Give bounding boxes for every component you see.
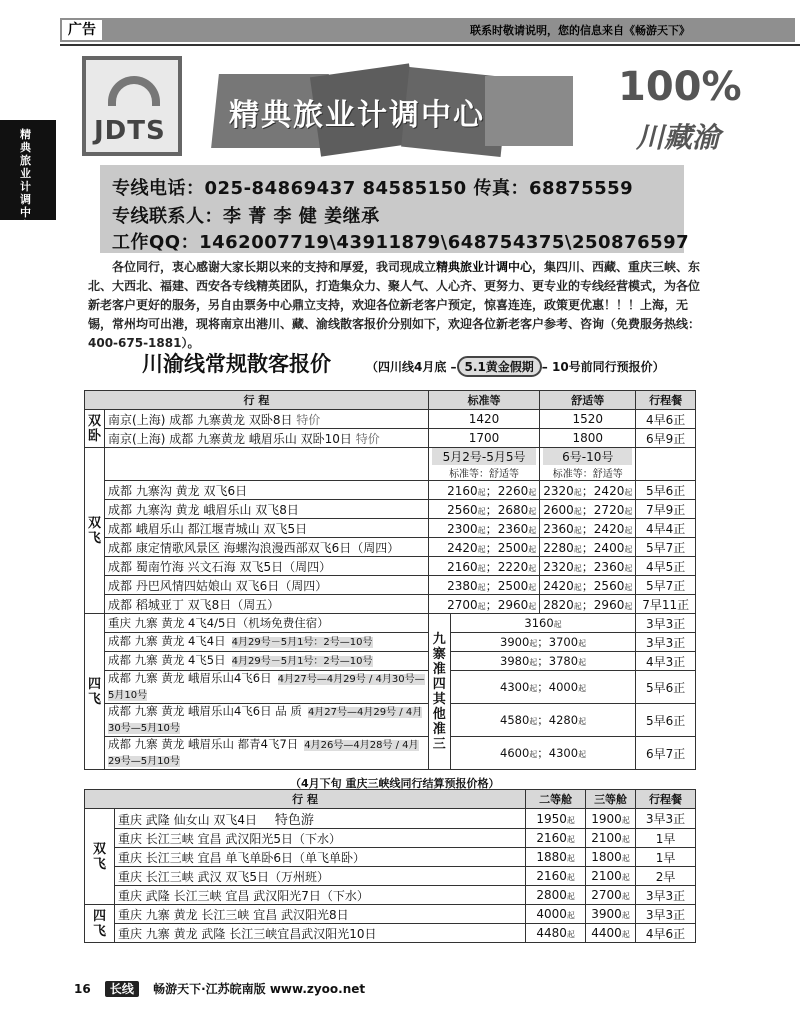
price-table-sichuan — [84, 390, 696, 770]
route-cell: 成都 九寨 黄龙 峨眉乐山4飞6日 4月27号—4月29号 / 4月30号—5月10号 — [105, 671, 429, 704]
price-comfort: 1800 — [540, 429, 636, 448]
meal-cell: 5早7正 — [636, 576, 696, 595]
table-row — [85, 905, 696, 924]
source-note: 联系时敬请说明，您的信息来自《畅游天下》 — [470, 24, 690, 37]
table-row — [85, 557, 696, 576]
price-second: 2160起 — [526, 829, 586, 848]
group-label-fly: 双飞 — [85, 809, 115, 905]
route-cell: 成都 九寨 黄龙 4飞4日 4月29号－5月1号：2号—10号 — [105, 633, 429, 652]
price-second: 2160起 — [526, 867, 586, 886]
route-cell: 成都 九寨 黄龙 4飞5日 4月29号－5月1号：2号—10号 — [105, 652, 429, 671]
meal-cell: 3早3正 — [636, 633, 696, 652]
price-std: 2560起；2680起 — [428, 500, 539, 519]
price-second: 1950起 — [526, 809, 586, 829]
contact-persons: 专线联系人：李 菁 李 健 姜继承 — [112, 206, 380, 227]
table-row — [85, 410, 696, 429]
table-header-row: 行 程 标准等 舒适等 行程餐 — [85, 391, 696, 410]
section1-note: （四川线4月底 – 5.1黄金假期 – 10号前同行预报价） — [366, 356, 665, 377]
route-cell: 成都 峨眉乐山 都江堰青城山 双飞5日 — [105, 519, 429, 538]
four-side-note: 九寨准四其他准三 — [428, 614, 450, 770]
price-std: 2420起；2500起 — [428, 538, 539, 557]
route-cell: 成都 九寨 黄龙 峨眉乐山 都青4飞7日 4月26号—4月28号 / 4月29号—5月10号 — [105, 737, 429, 770]
route-cell: 重庆 长江三峡 武汉 双飞5日（万州班） — [114, 867, 525, 886]
table-row — [85, 704, 696, 737]
meal-cell: 4早4正 — [636, 519, 696, 538]
meal-cell: 3早3正 — [636, 886, 696, 905]
route-cell: 南京(上海) 成都 九寨黄龙 双卧8日 特价 — [105, 410, 429, 429]
price-comfort: 2320起；2360起 — [540, 557, 636, 576]
table-row — [85, 829, 696, 848]
percent-badge: 100% — [618, 64, 742, 110]
group-label-four: 四飞 — [85, 614, 105, 770]
meal-cell: 4早6正 — [636, 410, 696, 429]
price-comfort: 2420起；2560起 — [540, 576, 636, 595]
contact-qq: 工作QQ：1462007719\43911879\648754375\250876597 — [112, 232, 690, 253]
price-comfort: 2280起；2400起 — [540, 538, 636, 557]
price-third: 2100起 — [586, 867, 636, 886]
table-row-dates — [85, 448, 696, 481]
price-third: 1800起 — [586, 848, 636, 867]
price-std: 1700 — [428, 429, 539, 448]
meal-cell: 4早5正 — [636, 557, 696, 576]
price-second: 2800起 — [526, 886, 586, 905]
table-row — [85, 886, 696, 905]
route-cell: 重庆 九寨 黄龙 武隆 长江三峡宜昌武汉阳光10日 — [114, 924, 525, 943]
route-cell: 重庆 九寨 黄龙 4飞4/5日（机场免费住宿） — [105, 614, 429, 633]
table-row — [85, 848, 696, 867]
meal-cell: 5早6正 — [636, 481, 696, 500]
route-cell: 成都 稻城亚丁 双飞8日（周五） — [105, 595, 429, 614]
regions-label: 川藏渝 — [636, 121, 721, 154]
ad-tag: 广告 — [62, 20, 102, 40]
table-row — [85, 614, 696, 633]
meal-cell: 1早 — [636, 848, 696, 867]
group-label-fly: 双飞 — [85, 448, 105, 614]
price-four: 4600起；4300起 — [450, 737, 636, 770]
group-label-four: 四飞 — [85, 905, 115, 943]
table-row — [85, 809, 696, 829]
table-row — [85, 538, 696, 557]
banner — [215, 70, 575, 154]
section-badge: 长线 — [105, 981, 139, 997]
price-third: 1900起 — [586, 809, 636, 829]
price-std: 2160起；2220起 — [428, 557, 539, 576]
table-row — [85, 429, 696, 448]
price-third: 2100起 — [586, 829, 636, 848]
route-cell: 重庆 九寨 黄龙 长江三峡 宜昌 武汉阳光8日 — [114, 905, 525, 924]
price-comfort: 2320起；2420起 — [540, 481, 636, 500]
intro-paragraph: 各位同行，衷心感谢大家长期以来的支持和厚爱，我司现成立精典旅业计调中心，集四川、西藏、重庆三峡、东北、大西北、福建、西安各专线精英团队，打造集众力、聚人气、人心齐、更努力、更专业的专线经营模式，为各位新老客户更好的服务，另自由票务中心鼎立支持，欢迎各位新老客户预定，惊喜连连，政策更优惠！！！上海，无锡，常州均可出港，现将南京出港川、藏、渝线散客报价分别如下，欢迎各位新老客户参考、咨询（免费服务热线：400-675-1881）。 — [88, 260, 701, 350]
table-row — [85, 867, 696, 886]
meal-cell: 3早3正 — [636, 809, 696, 829]
meal-cell: 1早 — [636, 829, 696, 848]
price-std: 2700起；2960起 — [428, 595, 539, 614]
route-cell: 南京(上海) 成都 九寨黄龙 峨眉乐山 双卧10日 特价 — [105, 429, 429, 448]
banner-title: 精典旅业计调中心 — [229, 98, 485, 133]
meal-cell: 3早3正 — [636, 614, 696, 633]
price-third: 3900起 — [586, 905, 636, 924]
table-row — [85, 481, 696, 500]
price-comfort: 2820起；2960起 — [540, 595, 636, 614]
table-row — [85, 595, 696, 614]
route-cell: 成都 蜀南竹海 兴文石海 双飞5日（周四） — [105, 557, 429, 576]
meal-cell: 5早6正 — [636, 704, 696, 737]
price-four: 4300起；4000起 — [450, 671, 636, 704]
table-row — [85, 924, 696, 943]
price-std: 2160起；2260起 — [428, 481, 539, 500]
meal-cell: 4早6正 — [636, 924, 696, 943]
price-comfort: 2360起；2420起 — [540, 519, 636, 538]
price-third: 4400起 — [586, 924, 636, 943]
table-row — [85, 576, 696, 595]
route-cell: 重庆 长江三峡 宜昌 武汉阳光5日（下水） — [114, 829, 525, 848]
section1-title: 川渝线常规散客报价 — [142, 352, 331, 376]
table-row — [85, 500, 696, 519]
company-logo — [82, 56, 182, 156]
footer-text: 畅游天下·江苏皖南版 www.zyoo.net — [153, 982, 366, 996]
section2-title: （4月下旬 重庆三峡线同行结算预报价格） — [290, 777, 500, 790]
table-header-row: 行 程 二等舱 三等舱 行程餐 — [85, 790, 696, 809]
table-row — [85, 633, 696, 652]
side-tab: 精典旅业计调中心 — [0, 120, 56, 220]
route-cell: 重庆 武隆 长江三峡 宜昌 武汉阳光7日（下水） — [114, 886, 525, 905]
price-std: 2300起；2360起 — [428, 519, 539, 538]
meal-cell: 3早3正 — [636, 905, 696, 924]
price-second: 1880起 — [526, 848, 586, 867]
price-comfort: 1520 — [540, 410, 636, 429]
date-range-comfort: 6号-10号 标准等：舒适等 — [540, 448, 636, 481]
meal-cell: 5早7正 — [636, 538, 696, 557]
table-row — [85, 652, 696, 671]
price-four: 3980起；3780起 — [450, 652, 636, 671]
logo-text: JDTS — [94, 116, 166, 146]
meal-cell: 6早9正 — [636, 429, 696, 448]
route-cell: 成都 康定情歌风景区 海螺沟浪漫西部双飞6日（周四） — [105, 538, 429, 557]
page-number: 16 — [74, 982, 91, 996]
route-cell: 成都 丹巴风情四姑娘山 双飞6日（周四） — [105, 576, 429, 595]
meal-cell: 4早3正 — [636, 652, 696, 671]
meal-cell: 2早 — [636, 867, 696, 886]
footer — [74, 980, 365, 997]
route-cell: 重庆 长江三峡 宜昌 单飞单卧6日（单飞单卧） — [114, 848, 525, 867]
price-table-three-gorges — [84, 789, 696, 943]
price-std: 2380起；2500起 — [428, 576, 539, 595]
table-row — [85, 671, 696, 704]
price-four: 3900起；3700起 — [450, 633, 636, 652]
meal-cell: 6早7正 — [636, 737, 696, 770]
price-second: 4480起 — [526, 924, 586, 943]
price-std: 1420 — [428, 410, 539, 429]
table-row — [85, 519, 696, 538]
price-comfort: 2600起；2720起 — [540, 500, 636, 519]
route-cell: 成都 九寨沟 黄龙 峨眉乐山 双飞8日 — [105, 500, 429, 519]
meal-cell: 5早6正 — [636, 671, 696, 704]
route-cell: 成都 九寨 黄龙 峨眉乐山4飞6日 品 质 4月27号—4月29号 / 4月30号—5月10号 — [105, 704, 429, 737]
price-four: 4580起；4280起 — [450, 704, 636, 737]
route-cell: 重庆 武隆 仙女山 双飞4日 特色游 — [114, 809, 525, 829]
table-row — [85, 737, 696, 770]
top-rule — [60, 44, 800, 46]
route-cell: 成都 九寨沟 黄龙 双飞6日 — [105, 481, 429, 500]
group-label-sleeper: 双卧 — [85, 410, 105, 448]
date-range-std: 5月2号-5月5号 标准等：舒适等 — [428, 448, 539, 481]
meal-cell: 7早9正 — [636, 500, 696, 519]
contact-phone: 专线电话：025-84869437 84585150 传真：68875559 — [112, 178, 634, 199]
price-four: 3160起 — [450, 614, 636, 633]
logo-arc-icon — [108, 76, 160, 106]
price-third: 2700起 — [586, 886, 636, 905]
meal-cell: 7早11正 — [636, 595, 696, 614]
price-second: 4000起 — [526, 905, 586, 924]
